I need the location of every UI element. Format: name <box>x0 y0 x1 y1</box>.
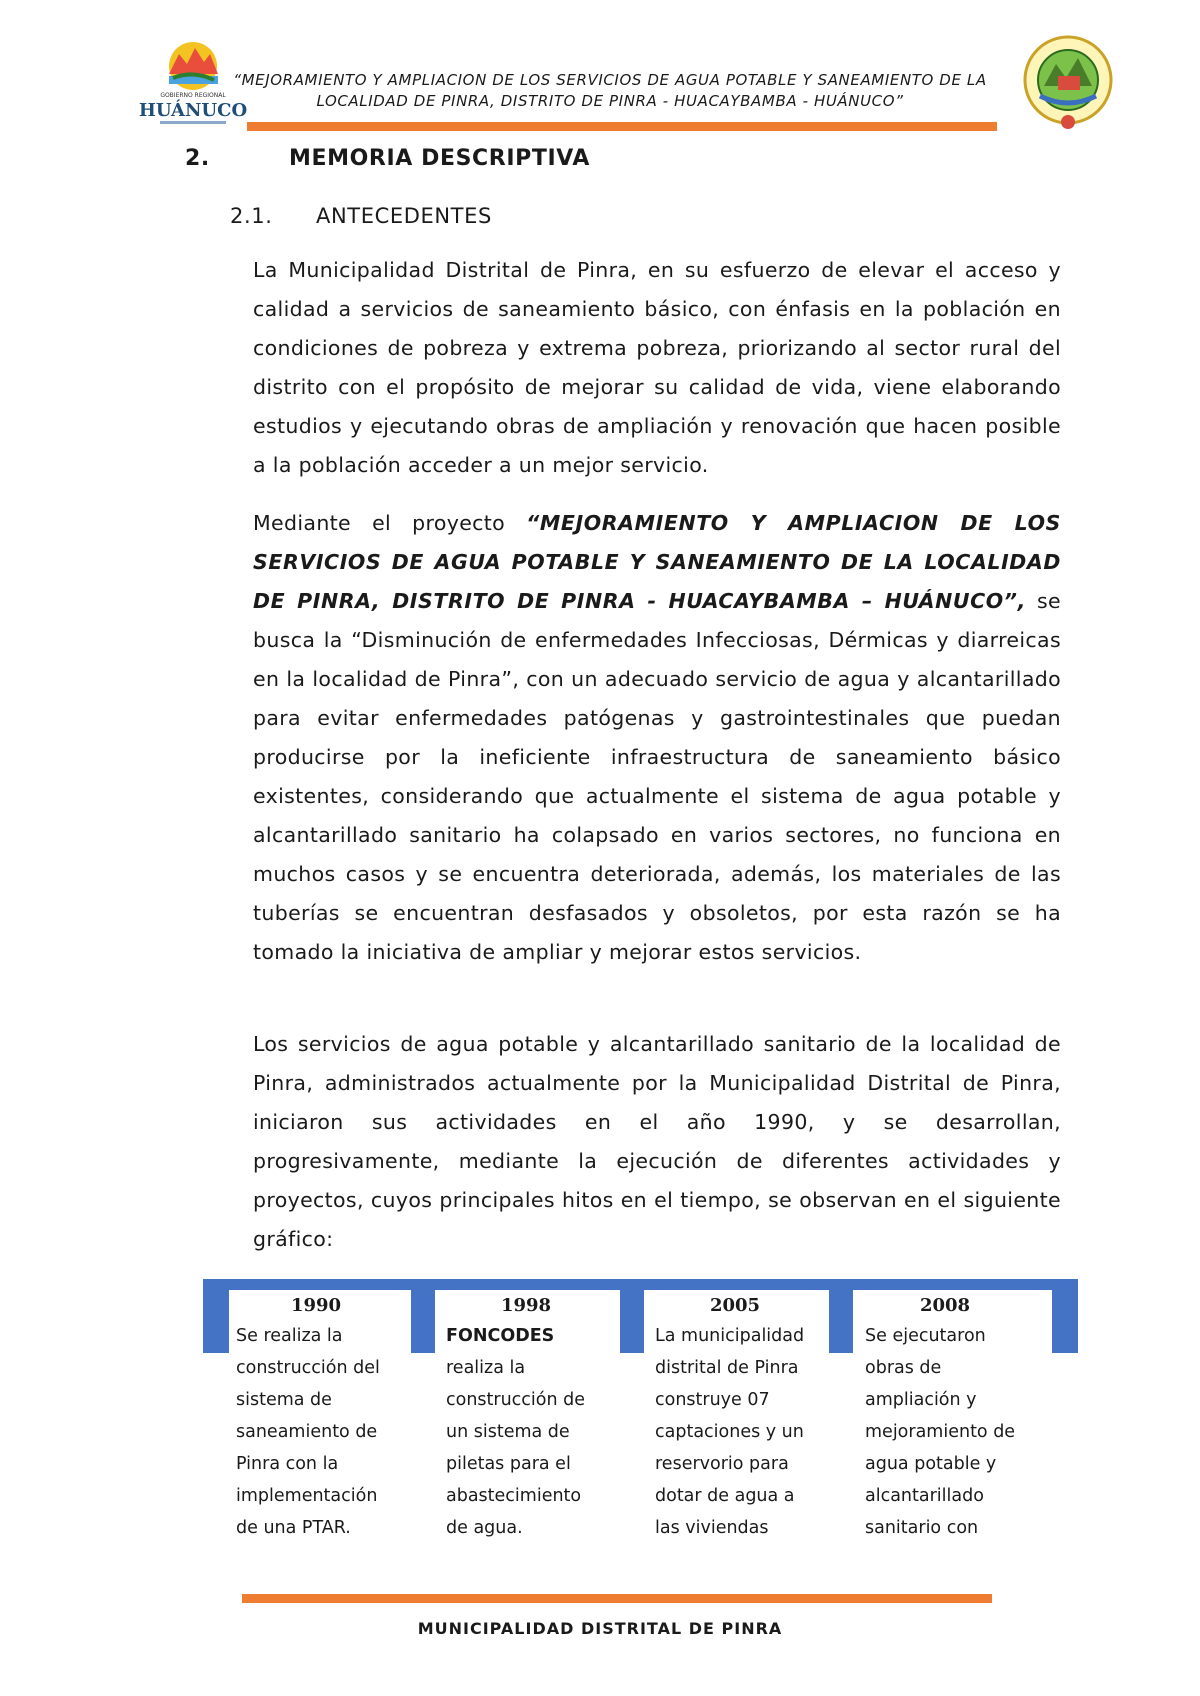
svg-text:HUÁNUCO: HUÁNUCO <box>138 100 248 121</box>
header-project-title <box>170 70 1050 112</box>
timeline-year: 1990 <box>290 1295 342 1316</box>
timeline-item <box>236 1292 401 1544</box>
header-divider <box>247 122 997 131</box>
timeline-separator <box>411 1279 435 1353</box>
timeline-right-tab <box>1052 1279 1078 1353</box>
section-title: MEMORIA DESCRIPTIVA <box>289 146 591 171</box>
paragraph-2-project-name: “MEJORAMIENTO Y AMPLIACION DE LOS SERVICIOS DE AGUA POTABLE Y SANEAMIENTO DE LA LOCALIDAD DE PINRA, DISTRITO DE PINRA - HUACAYBAMBA – HUÁNUCO”, <box>253 511 1061 613</box>
paragraph-2-intro: Mediante el proyecto <box>253 511 527 535</box>
timeline-separator <box>829 1279 853 1353</box>
timeline-item <box>655 1292 820 1544</box>
timeline-description: Se ejecutaron obras de ampliación y mejoramiento de agua potable y alcantarillado sanitario con <box>865 1326 1016 1538</box>
subsection-title: ANTECEDENTES <box>316 204 492 228</box>
timeline-separator <box>620 1279 644 1353</box>
timeline-description: Se realiza la construcción del sistema de saneamiento de Pinra con la implementación de una PTAR. <box>236 1326 380 1538</box>
svg-text:GOBIERNO REGIONAL: GOBIERNO REGIONAL <box>160 92 226 99</box>
timeline-year: 2005 <box>709 1295 761 1316</box>
timeline-organization: FONCODES <box>446 1326 555 1346</box>
timeline-item <box>865 1292 1030 1544</box>
municipal-seal-logo <box>1022 34 1114 130</box>
timeline-description: realiza la construcción de un sistema de piletas para el abastecimiento de agua. <box>446 1358 586 1538</box>
section-number: 2. <box>185 146 210 171</box>
paragraph-2-rest: se busca la “Disminución de enfermedades Infecciosas, Dérmicas y diarreicas en la localidad de Pinra”, con un adecuado servicio de agua y alcantarillado para evitar enfermedades patógenas y gastrointestinales que puedan producirse por la ineficiente infraestructura de saneamiento básico existentes, considerando que actualmente el sistema de agua potable y alcantarillado sanitario ha colapsado en varios sectores, no funciona en muchos casos y se encuentra deteriorada, además, los materiales de las tuberías se encuentran desfasados y obsoletos, por esta razón se ha tomado la iniciativa de ampliar y mejorar estos servicios. <box>253 589 1061 964</box>
paragraph-1: La Municipalidad Distrital de Pinra, en su esfuerzo de elevar el acceso y calidad a servicios de saneamiento básico, con énfasis en la población en condiciones de pobreza y extrema pobreza, priorizando al sector rural del distrito con el propósito de mejorar su calidad de vida, viene elaborando estudios y ejecutando obras de ampliación y renovación que hacen posible a la población acceder a un mejor servicio. <box>253 258 1061 477</box>
timeline-left-tab <box>203 1279 229 1353</box>
timeline-year: 2008 <box>919 1295 971 1316</box>
timeline-year: 1998 <box>500 1295 552 1316</box>
paragraph-3: Los servicios de agua potable y alcantarillado sanitario de la localidad de Pinra, administrados actualmente por la Municipalidad Distrital de Pinra, iniciaron sus actividades en el año 1990, y se desarrollan, progresivamente, mediante la ejecución de diferentes actividades y proyectos, cuyos principales hitos en el tiempo, se observan en el siguiente gráfico: <box>253 1032 1061 1251</box>
footer-divider <box>242 1594 992 1603</box>
timeline-description: La municipalidad distrital de Pinra construye 07 captaciones y un reservorio para dotar de agua a las viviendas <box>655 1326 805 1538</box>
subsection-number: 2.1. <box>230 204 273 228</box>
paragraph-2 <box>253 504 1061 972</box>
header-title-line1: “MEJORAMIENTO Y AMPLIACION DE LOS SERVICIOS DE AGUA POTABLE Y SANEAMIENTO DE LA <box>233 71 987 89</box>
footer-municipality: MUNICIPALIDAD DISTRITAL DE PINRA <box>417 1619 783 1638</box>
header-title-line2: LOCALIDAD DE PINRA, DISTRITO DE PINRA - HUACAYBAMBA - HUÁNUCO” <box>316 92 904 110</box>
timeline-item <box>446 1292 611 1544</box>
